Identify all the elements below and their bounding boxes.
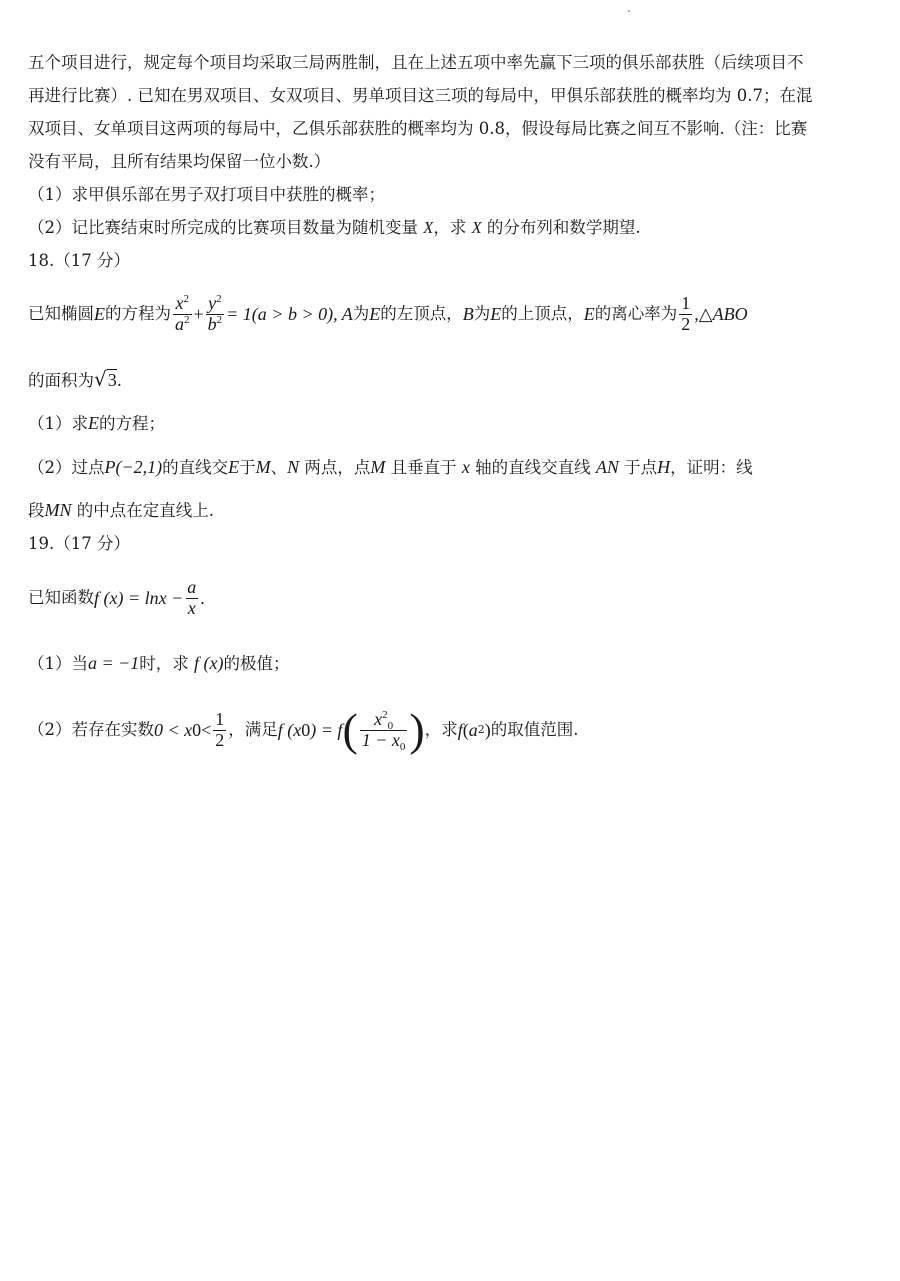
sqrt-symbol: √ [94,367,107,391]
p19-header: 19.（17 分） [28,534,130,553]
p18-question-2-cont: 段MN 的中点在定直线上. [28,500,214,520]
fraction-x2-a2: $\frac{x^2}{a^2}$ [175,292,190,334]
p17-question-2: （2）记比赛结束时所完成的比赛项目数量为随机变量 X，求 X 的分布列和数学期望. [28,218,641,237]
p18-area: 的面积为√3. [28,367,122,391]
scan-speck [628,10,630,12]
fraction-one-half: $\frac{1}{2}$ [681,292,691,334]
p19-stem: 已知函数 f (x) = lnx − $\frac{a}{x}$ . [28,576,205,618]
fraction-x0sq-over-1-minus-x0: $\frac{x^2_0}{1 - x_0}$ [361,708,406,753]
p18-stem: 已知椭圆 E 的方程为 $\frac{x^2}{a^2}$ + $\frac{y^2}{b^2}$ = 1(a > b > 0), A 为 E 的左顶点， B 为 E 的上顶点， E 的离心率为 $\frac{1}{2}$ ,△ABO [28,292,748,334]
intro-line-4: 没有平局，且所有结果均保留一位小数.） [28,152,331,171]
fraction-a-over-x: $\frac{a}{x}$ [187,576,197,618]
p19-question-1: （1）当a = −1时，求 f (x)的极值； [28,653,290,673]
fraction-y2-b2: $\frac{y^2}{b^2}$ [207,292,223,334]
p18-question-1: （1）求E的方程； [28,413,165,433]
p18-header: 18.（17 分） [28,251,130,270]
p17-question-1: （1）求甲俱乐部在男子双打项目中获胜的概率； [28,185,385,204]
p19-question-2: （2）若存在实数 0 < x 0 < $\frac{1}{2}$ ，满足 f (x 0 ) = f ( $\frac{x^2_0}{1 - x_0}$ ) ，求 f ( a 2 ) 的取值范围. [28,704,579,755]
fraction-one-half-2: $\frac{1}{2}$ [215,708,225,750]
intro-line-1: 五个项目进行，规定每个项目均采取三局两胜制，且在上述五项中率先赢下三项的俱乐部获胜（后续项目不 [28,53,804,72]
p18-question-2: （2）过点P(−2,1)的直线交E于M、N 两点，点M 且垂直于 x 轴的直线交直线 AN 于点H，证明：线 [28,457,753,477]
intro-line-3: 双项目、女单项目这两项的每局中，乙俱乐部获胜的概率均为 0.8，假设每局比赛之间互不影响.（注：比赛 [28,119,808,138]
intro-line-2: 再进行比赛）. 已知在男双项目、女双项目、男单项目这三项的每局中，甲俱乐部获胜的概率均为 0.7；在混 [28,86,813,105]
